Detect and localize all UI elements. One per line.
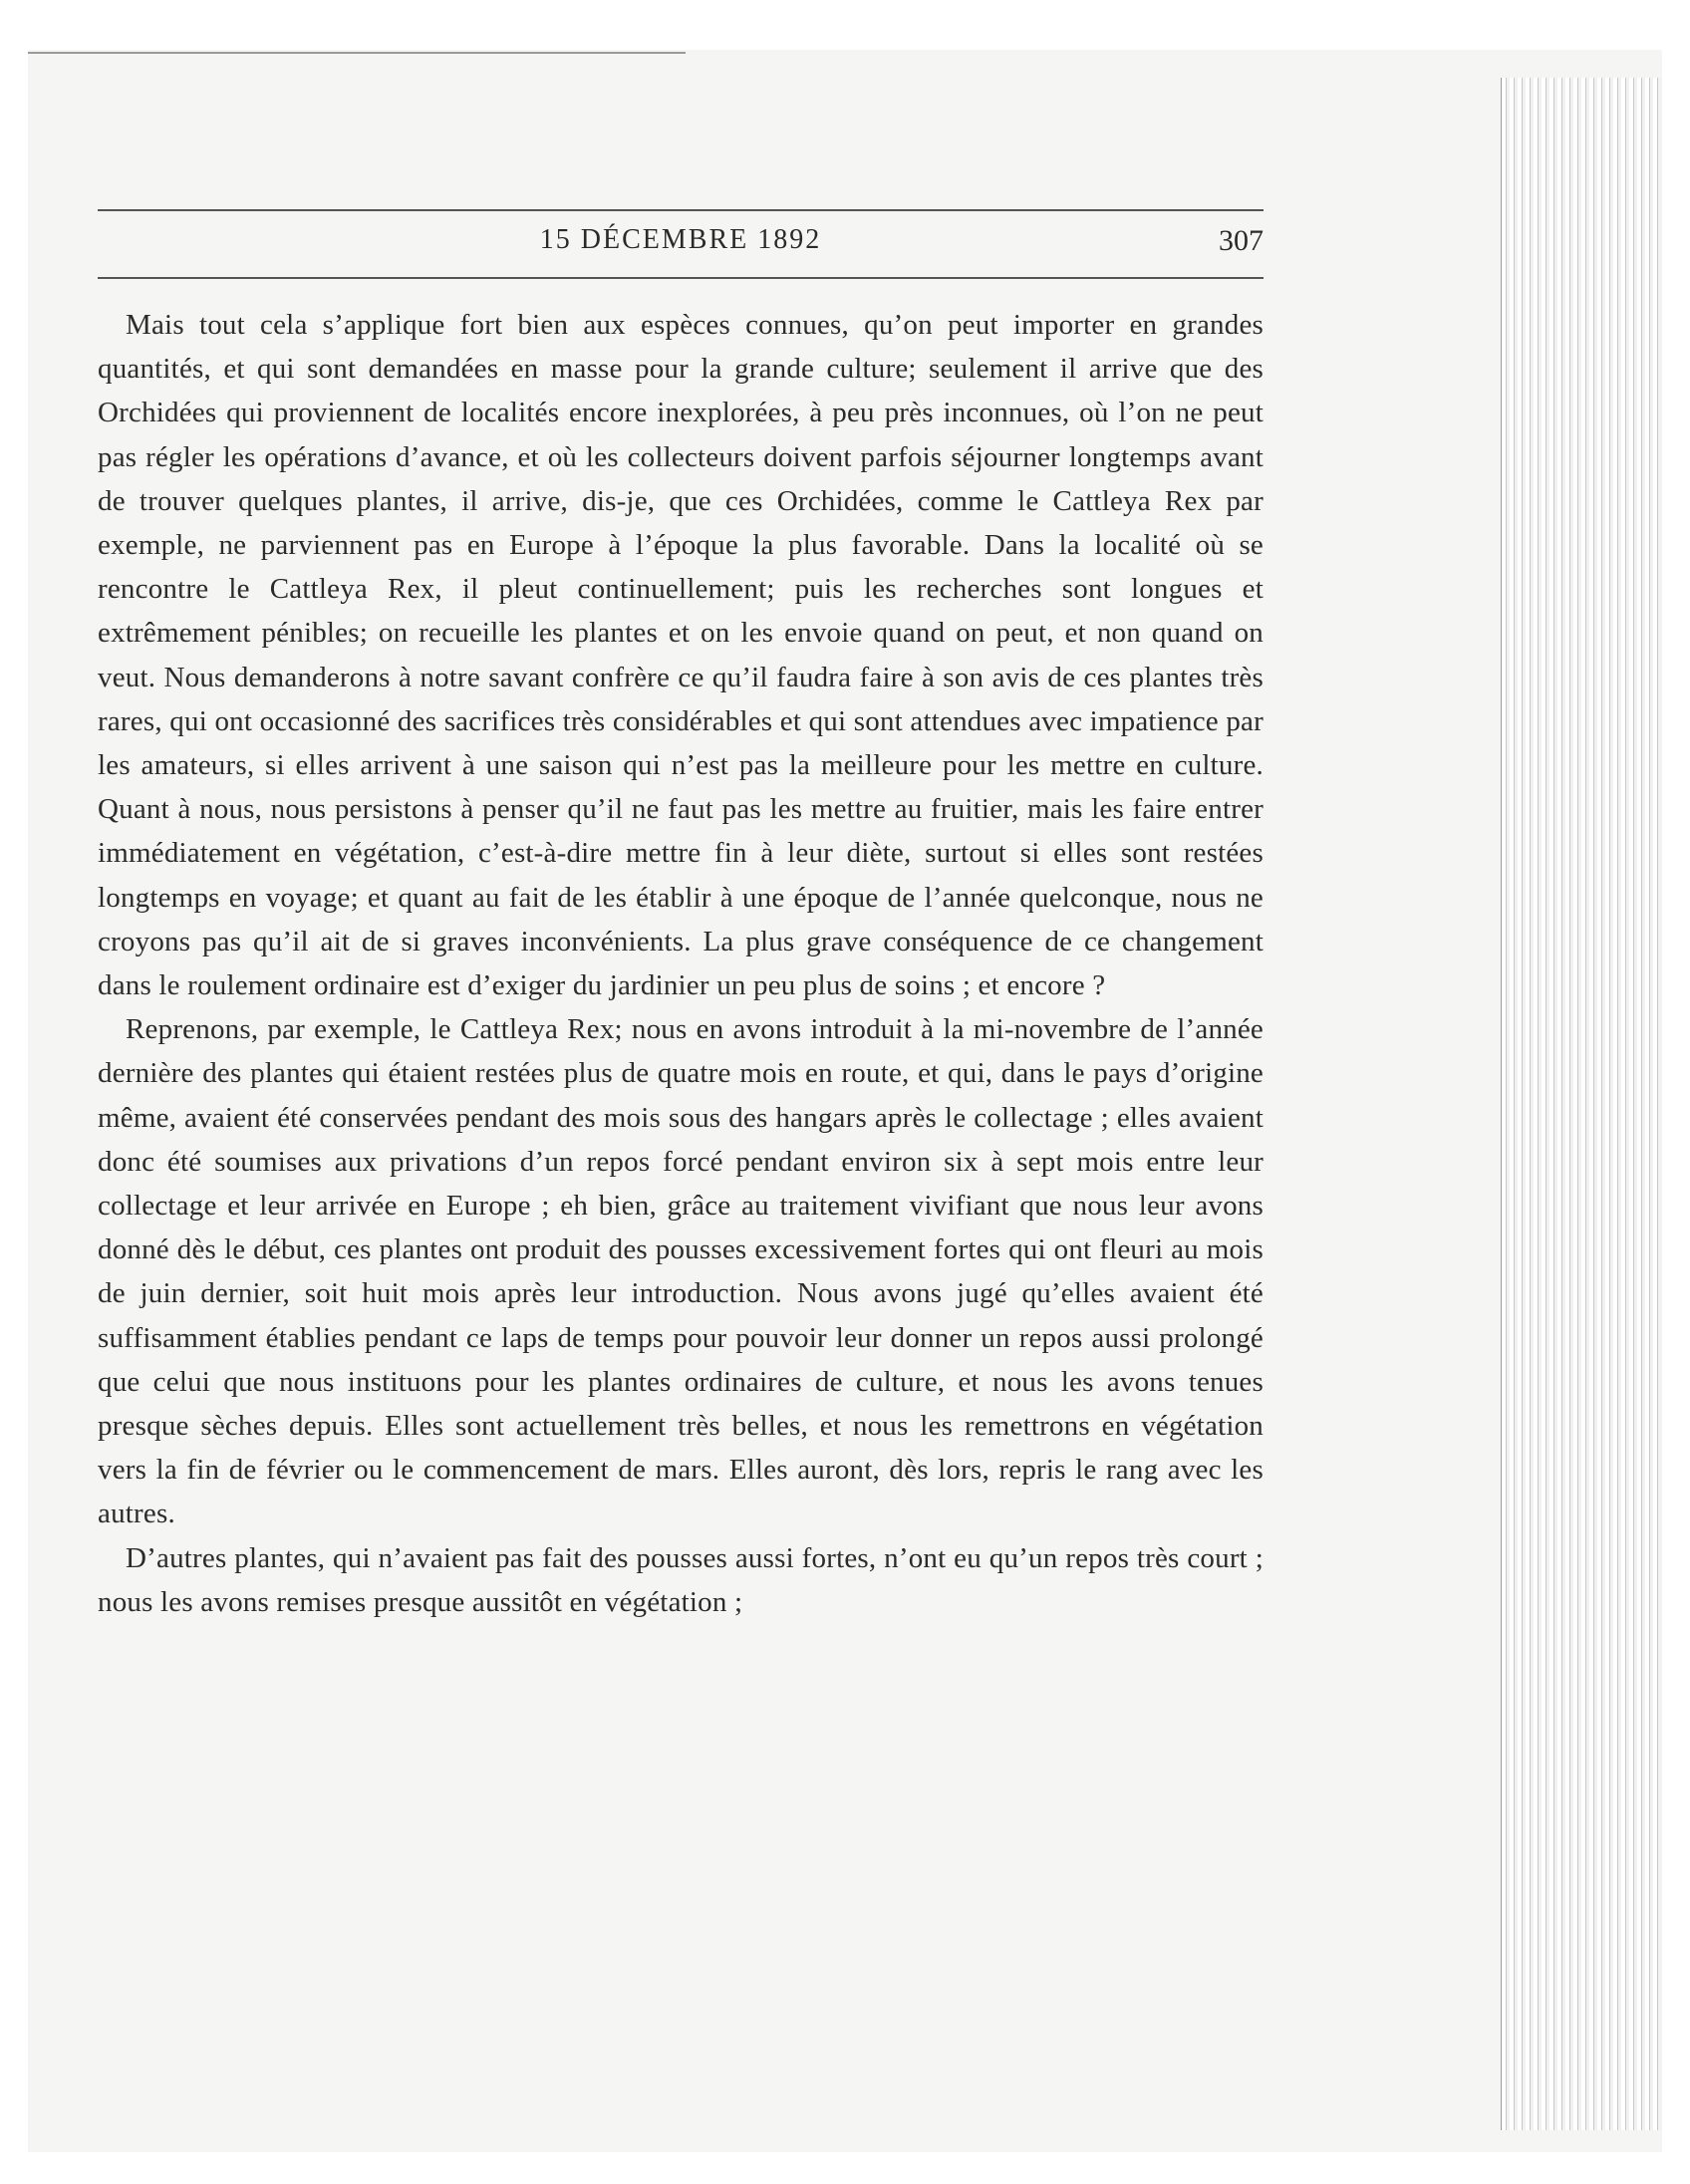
paragraph: Mais tout cela s’applique fort bien aux espèces connues, qu’on peut importer en grandes quantités, et qui sont demandées en masse pour la grande culture; seulement il arrive que des Orchidées qui proviennent de localités encore inexplorées, à peu près inconnues, où l’on ne peut pas régler les opérations d’avance, et où les collecteurs doivent parfois séjourner longtemps avant de trouver quelques plantes, il arrive, dis-je, que ces Orchidées, comme le Cattleya Rex par exemple, ne parviennent pas en Europe à l’époque la plus favorable. Dans la localité où se rencontre le Cattleya Rex, il pleut continuellement; puis les recherches sont longues et extrêmement pénibles; on recueille les plantes et on les envoie quand on peut, et non quand on veut. Nous demanderons à notre savant confrère ce qu’il faudra faire à son avis de ces plantes très rares, qui ont occasionné des sacrifices très considérables et qui sont attendues avec impatience par les amateurs, si elles arrivent à une saison qui n’est pas la meilleure pour les mettre en culture. Quant à nous, nous persistons à penser qu’il ne faut pas les mettre au fruitier, mais les faire entrer immédiatement en végétation, c’est-à-dire mettre fin à leur diète, surtout si elles sont restées longtemps en voyage; et quant au fait de les établir à une époque de l’année quelconque, nous ne croyons pas qu’il ait de si graves inconvénients. La plus grave conséquence de ce changement dans le roulement ordinaire est d’exiger du jardinier un peu plus de soins ; et encore ?	[98, 309, 1264, 1002]
body-text	[98, 303, 1264, 1624]
running-head	[98, 224, 1264, 268]
paragraph: Reprenons, par exemple, le Cattleya Rex; nous en avons introduit à la mi-novembre de l’année dernière des plantes qui étaient restées plus de quatre mois en route, et qui, dans le pays d’origine même, avaient été conservées pendant des mois sous des hangars après le collectage ; elles avaient donc été soumises aux privations d’un repos forcé pendant environ six à sept mois entre leur collectage et leur arrivée en Europe ; eh bien, grâce au traitement vivifiant que nous leur avons donné dès le début, ces plantes ont produit des pousses excessivement fortes qui ont fleuri au mois de juin dernier, soit huit mois après leur introduction. Nous avons jugé qu’elles avaient été suffisamment établies pendant ce laps de temps pour pouvoir leur donner un repos aussi prolongé que celui que nous instituons pour les plantes ordinaires de culture, et nous les avons tenues presque sèches depuis. Elles sont actuellement très belles, et nous les remettrons en végétation vers la fin de février ou le commencement de mars. Elles auront, dès lors, repris le rang avec les autres.	[98, 1013, 1264, 1530]
page-number: 307	[1219, 224, 1264, 257]
scan-edge-line	[28, 52, 686, 54]
book-page-edges	[1501, 78, 1661, 2130]
header-rule-bottom	[98, 277, 1264, 279]
paragraph: D’autres plantes, qui n’avaient pas fait des pousses aussi fortes, n’ont eu qu’un repos très court ; nous les avons remises presque aussitôt en végétation ;	[98, 1541, 1264, 1618]
header-rule-top	[98, 209, 1264, 211]
header-date: 15 DÉCEMBRE 1892	[539, 224, 822, 255]
